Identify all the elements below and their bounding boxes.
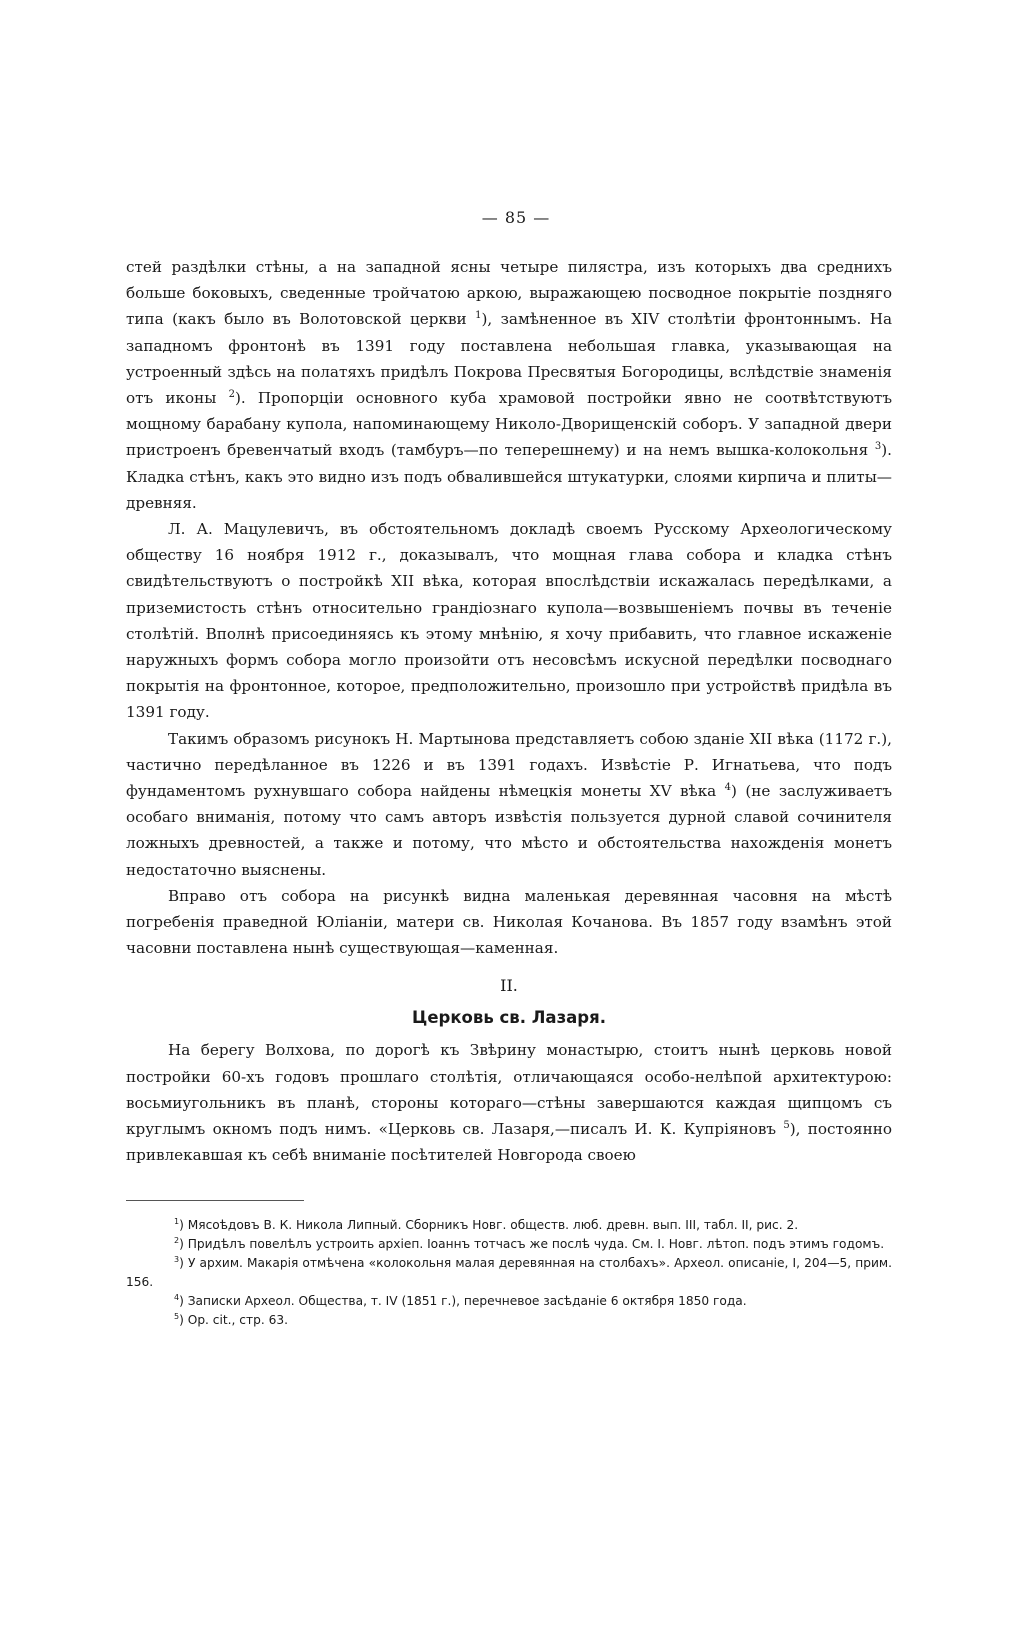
footnote-text: ) Мясоѣдовъ В. К. Никола Липный. Сборникъ Новг. обществ. люб. древн. вып. III, табл. II, рис. 2. <box>179 1218 799 1232</box>
paragraph-text: Л. А. Мацулевичъ, въ обстоятельномъ докладѣ своемъ Русскому Археологическому обществу 16 ноября 1912 г., доказывалъ, что мощная глава собора и кладка стѣнъ свидѣтельствуютъ о постройкѣ XII вѣка, которая впослѣдствіи искажалась передѣлками, а приземистость стѣнъ относительно грандіознаго купола—возвышеніемъ почвы въ теченіе столѣтій. Вполнѣ присоединяясь къ этому мнѣнію, я хочу прибавить, что главное искаженіе наружныхъ формъ собора могло произойти отъ несовсѣмъ искусной передѣлки посводнаго покрытія на фронтонное, которое, предположительно, произошло при устройствѣ придѣла въ 1391 году. <box>126 520 892 722</box>
footnote <box>126 1216 892 1235</box>
main-text <box>126 254 892 1169</box>
footnote <box>126 1254 892 1292</box>
footnote-mark: 3 <box>174 1254 180 1264</box>
footnote-ref[interactable]: 2 <box>228 388 235 400</box>
footnote <box>126 1235 892 1254</box>
footnote-mark: 5 <box>174 1311 180 1321</box>
footnote <box>126 1311 892 1330</box>
paragraph-text: ) (не заслуживаетъ особаго вниманія, потому что самъ авторъ извѣстія пользуется дурной славой сочинителя ложныхъ древностей, а также и потому, что мѣсто и обстоятельства нахожденія монетъ недостаточно выяснены. <box>126 782 892 879</box>
footnote <box>126 1292 892 1311</box>
paragraph <box>126 254 892 516</box>
paragraphs-before-section <box>126 254 892 961</box>
footnote-text: ) Придѣлъ повелѣлъ устроить архіеп. Іоаннъ тотчасъ же послѣ чуда. См. I. Новг. лѣтоп. подъ этимъ годомъ. <box>179 1237 885 1251</box>
footnote-text: ) Записки Археол. Общества, т. IV (1851 г.), перечневое засѣданіе 6 октября 1850 года. <box>179 1294 747 1308</box>
footnote-ref[interactable]: 5 <box>783 1120 790 1132</box>
footnote-ref[interactable]: 3 <box>874 441 882 453</box>
paragraph <box>126 726 892 883</box>
footnote-ref[interactable]: 1 <box>475 310 482 322</box>
paragraph <box>126 883 892 962</box>
footnotes <box>126 1216 892 1330</box>
footnote-text: ) У архим. Макарія отмѣчена «колокольня малая деревянная на столбахъ». Археол. описаніе, I, 204—5, прим. 156. <box>126 1256 892 1289</box>
footnote-ref[interactable]: 4 <box>724 782 732 793</box>
paragraph-text: стей раздѣлки стѣны, а на западной ясны четыре пилястра, изъ которыхъ два среднихъ больше боковыхъ, сведенные тройчатою аркою, выражающею посводное покрытіе поздняго типа (какъ было въ Волотовской церкви <box>126 258 892 329</box>
paragraph-text: ). Пропорціи основного куба храмовой постройки явно не соотвѣтствуютъ мощному барабану купола, напоминающему Николо-Дворищенскій соборъ. У западной двери пристроенъ бревенчатый входъ (тамбуръ—по теперешнему) и на немъ вышка-колокольня <box>126 389 892 460</box>
page-number: — 85 — <box>481 208 551 227</box>
paragraph-text: ). Кладка стѣнъ, какъ это видно изъ подъ обвалившейся штукатурки, слоями кирпича и плиты—древняя. <box>126 441 892 512</box>
paragraph-text: Вправо отъ собора на рисункѣ видна маленькая деревянная часовня на мѣстѣ погребенія праведной Юліаніи, матери св. Николая Кочанова. Въ 1857 году взамѣнъ этой часовни поставлена нынѣ существующая—каменная. <box>126 886 892 958</box>
paragraph-text: ), постоянно привлекавшая къ себѣ вниманіе посѣтителей Новгорода своею <box>126 1120 893 1165</box>
footnote-divider <box>126 1200 304 1201</box>
footnote-mark: 2 <box>174 1235 180 1245</box>
paragraphs-after-section <box>126 1037 892 1168</box>
paragraph <box>126 1037 892 1168</box>
paragraph-text: На берегу Волхова, по дорогѣ къ Звѣрину монастырю, стоитъ нынѣ церковь новой постройки 60-хъ годовъ прошлаго столѣтія, отличающаяся особо-нелѣпой архитектурою: восьмиугольникъ въ планѣ, стороны котораго—стѣны завершаются каждая щипцомъ съ круглымъ окномъ подъ нимъ. «Церковь св. Лазаря,—писалъ И. К. Купріяновъ <box>126 1041 892 1139</box>
footnote-text: ) Op. cit., стр. 63. <box>179 1313 288 1327</box>
footnote-mark: 4 <box>174 1292 180 1302</box>
section-number: II. <box>500 976 518 996</box>
footnote-mark: 1 <box>174 1216 180 1226</box>
section-title: Церковь св. Лазаря. <box>412 1008 606 1028</box>
paragraph-text: Такимъ образомъ рисунокъ Н. Мартынова представляетъ собою зданіе XII вѣка (1172 г.), частично передѣланное въ 1226 и въ 1391 годахъ. Извѣстіе Р. Игнатьева, что подъ фундаментомъ рухнувшаго собора найдены нѣмецкія монеты XV вѣка <box>126 729 892 801</box>
paragraph <box>126 516 892 726</box>
paragraph-text: ), замѣненное въ XIV столѣтіи фронтоннымъ. На западномъ фронтонѣ въ 1391 году поставлена небольшая главка, указывающая на устроенный здѣсь на полатяхъ придѣлъ Покрова Пресвятыя Богородицы, вслѣдствіе знаменія отъ иконы <box>126 310 892 408</box>
